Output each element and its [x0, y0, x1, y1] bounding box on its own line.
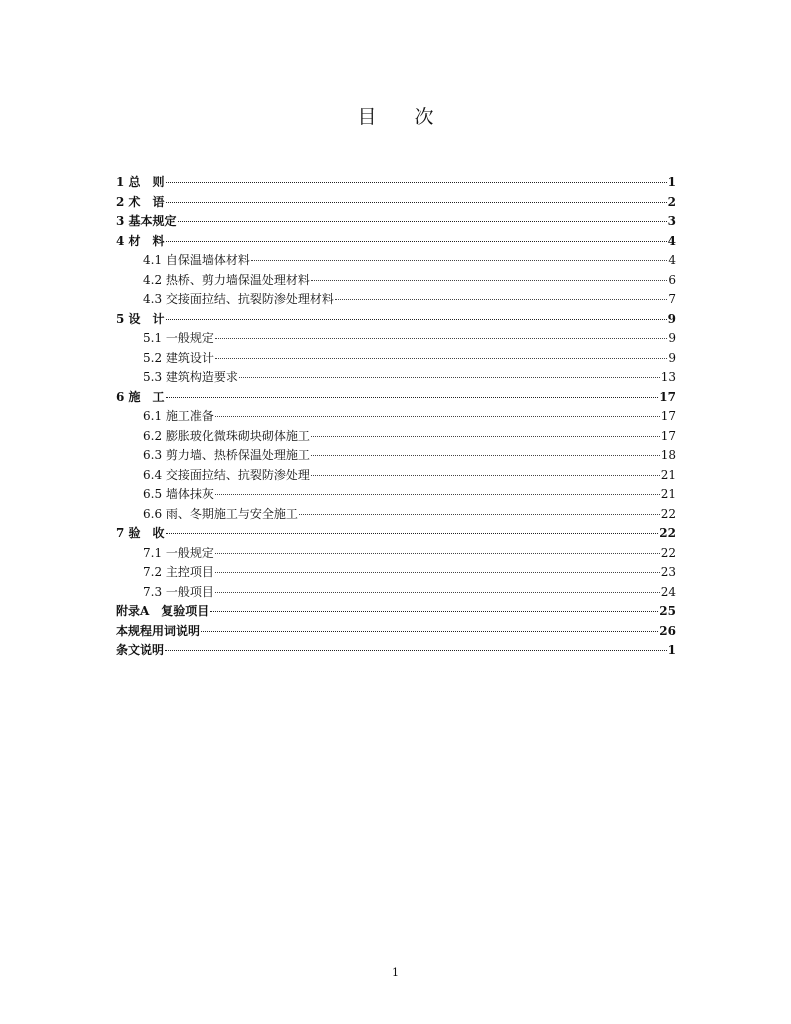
- toc-section-entry[interactable]: [116, 485, 676, 505]
- toc-entry-label: 本规程用词说明: [116, 623, 201, 638]
- toc-leader-dots: [178, 221, 667, 222]
- toc-entry-page: 17: [659, 389, 676, 404]
- toc-leader-dots: [210, 611, 658, 612]
- toc-leader-dots: [215, 338, 667, 339]
- toc-leader-dots: [215, 572, 660, 573]
- toc-entry-label: 2 术 语: [116, 194, 165, 209]
- toc-entry-label: 3 基本规定: [116, 214, 177, 228]
- toc-entry-label: 6.6 雨、冬期施工与安全施工: [143, 506, 298, 521]
- toc-section-entry[interactable]: [116, 427, 676, 447]
- toc-entry-label: 4.3 交接面拉结、抗裂防渗处理材料: [143, 292, 334, 306]
- toc-leader-dots: [166, 319, 667, 320]
- toc-entry-page: 21: [660, 487, 676, 501]
- toc-entry-label: 7.1 一般规定: [143, 545, 214, 560]
- toc-leader-dots: [311, 280, 667, 281]
- toc-leader-dots: [201, 631, 658, 632]
- toc-entry-page: 26: [659, 623, 676, 638]
- toc-entry-label: 6.4 交接面拉结、抗裂防渗处理: [143, 467, 310, 482]
- toc-entry-page: 17: [660, 409, 676, 423]
- toc-entry-label: 5.3 建筑构造要求: [143, 370, 238, 384]
- toc-entry-page: 7: [668, 292, 676, 306]
- toc-entry-page: 22: [660, 545, 676, 560]
- toc-leader-dots: [215, 553, 660, 554]
- toc-section-entry[interactable]: [116, 329, 676, 349]
- toc-entry-label: 1 总 则: [116, 175, 165, 189]
- toc-entry-label: 7.2 主控项目: [143, 565, 214, 579]
- toc-entry-page: 17: [660, 428, 676, 443]
- toc-entry-page: 9: [668, 350, 676, 365]
- toc-leader-dots: [166, 182, 667, 183]
- toc-entry-label: 6 施 工: [116, 389, 165, 404]
- toc-chapter-entry[interactable]: [116, 622, 676, 642]
- toc-chapter-entry[interactable]: [116, 232, 676, 252]
- toc-entry-page: 9: [668, 331, 676, 345]
- toc-leader-dots: [335, 299, 667, 300]
- toc-entry-label: 7 验 收: [116, 526, 165, 540]
- toc-entry-page: 3: [667, 214, 676, 228]
- toc-section-entry[interactable]: [116, 563, 676, 583]
- toc-section-entry[interactable]: [116, 407, 676, 427]
- toc-entry-page: 4: [668, 253, 676, 267]
- toc-entry-label: 4 材 料: [116, 233, 165, 248]
- toc-entry-label: 4.2 热桥、剪力墙保温处理材料: [143, 272, 310, 287]
- toc-chapter-entry[interactable]: [116, 193, 676, 213]
- toc-chapter-entry[interactable]: [116, 388, 676, 408]
- title-part-1: 目: [357, 106, 377, 128]
- toc-leader-dots: [166, 397, 659, 398]
- toc-entry-label: 5 设 计: [116, 311, 165, 326]
- toc-section-entry[interactable]: [116, 466, 676, 486]
- toc-chapter-entry[interactable]: [116, 524, 676, 544]
- toc-leader-dots: [299, 514, 660, 515]
- toc-chapter-entry[interactable]: [116, 212, 676, 232]
- toc-leader-dots: [215, 592, 660, 593]
- toc-entry-page: 23: [660, 565, 676, 579]
- toc-section-entry[interactable]: [116, 290, 676, 310]
- toc-entry-page: 21: [660, 467, 676, 482]
- toc-leader-dots: [165, 650, 667, 651]
- toc-section-entry[interactable]: [116, 505, 676, 525]
- toc-section-entry[interactable]: [116, 583, 676, 603]
- title-part-2: 次: [414, 106, 434, 128]
- toc-leader-dots: [239, 377, 660, 378]
- toc-entry-page: 1: [667, 643, 676, 657]
- toc-entry-page: 4: [667, 233, 676, 248]
- toc-entry-page: 9: [667, 311, 676, 326]
- toc-leader-dots: [166, 241, 667, 242]
- toc-section-entry[interactable]: [116, 349, 676, 369]
- toc-leader-dots: [215, 416, 660, 417]
- toc-entry-page: 18: [660, 448, 676, 462]
- toc-leader-dots: [166, 533, 659, 534]
- toc-chapter-entry[interactable]: [116, 602, 676, 622]
- toc-entry-label: 条文说明: [116, 643, 165, 657]
- toc-entry-page: 25: [659, 604, 676, 618]
- toc-entry-label: 6.5 墙体抹灰: [143, 487, 214, 501]
- toc-leader-dots: [251, 260, 667, 261]
- toc-section-entry[interactable]: [116, 271, 676, 291]
- toc-entry-label: 6.2 膨胀玻化微珠砌块砌体施工: [143, 428, 310, 443]
- page-title: [0, 102, 791, 129]
- toc-entry-page: 1: [667, 175, 676, 189]
- toc-entry-page: 13: [660, 370, 676, 384]
- toc-chapter-entry[interactable]: [116, 173, 676, 193]
- toc-entry-page: 2: [667, 194, 676, 209]
- toc-leader-dots: [311, 436, 660, 437]
- toc-entry-label: 6.1 施工准备: [143, 409, 214, 423]
- toc-entry-page: 24: [660, 584, 676, 599]
- toc-entry-label: 7.3 一般项目: [143, 584, 214, 599]
- toc-section-entry[interactable]: [116, 368, 676, 388]
- toc-leader-dots: [215, 358, 667, 359]
- toc-entry-page: 22: [659, 526, 676, 540]
- toc-entry-page: 22: [660, 506, 676, 521]
- toc-entry-label: 附录A 复验项目: [116, 604, 210, 618]
- page-number: 1: [392, 966, 399, 979]
- toc-chapter-entry[interactable]: [116, 310, 676, 330]
- table-of-contents: [116, 173, 676, 661]
- toc-section-entry[interactable]: [116, 446, 676, 466]
- toc-leader-dots: [166, 202, 667, 203]
- toc-leader-dots: [311, 455, 660, 456]
- toc-entry-label: 5.2 建筑设计: [143, 350, 214, 365]
- toc-entry-page: 6: [668, 272, 676, 287]
- toc-entry-label: 4.1 自保温墙体材料: [143, 253, 250, 267]
- toc-entry-label: 5.1 一般规定: [143, 331, 214, 345]
- toc-leader-dots: [215, 494, 660, 495]
- toc-entry-label: 6.3 剪力墙、热桥保温处理施工: [143, 448, 310, 462]
- toc-section-entry[interactable]: [116, 251, 676, 271]
- toc-leader-dots: [311, 475, 660, 476]
- toc-chapter-entry[interactable]: [116, 641, 676, 661]
- toc-section-entry[interactable]: [116, 544, 676, 564]
